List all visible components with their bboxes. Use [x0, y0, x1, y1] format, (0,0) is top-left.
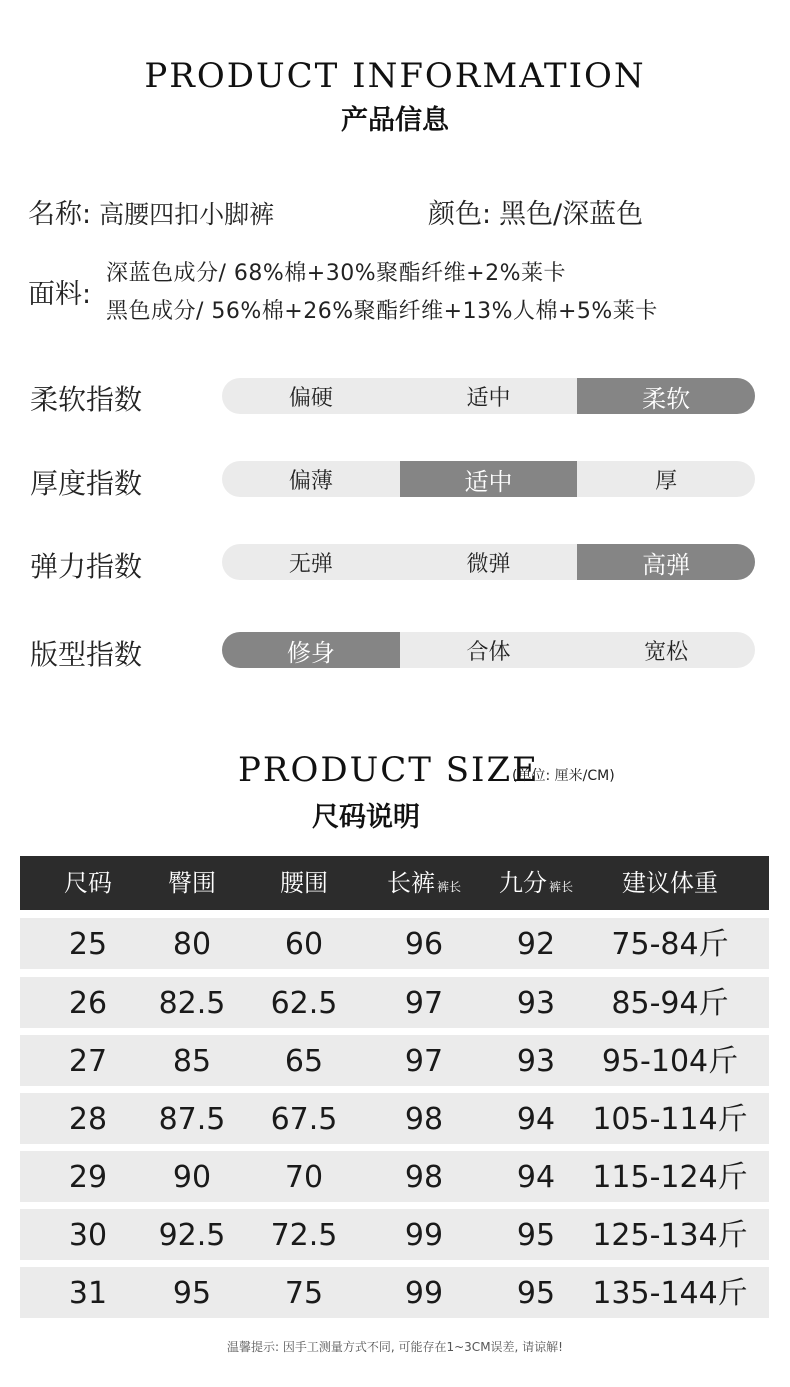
- table-row: [20, 977, 769, 1028]
- name-value: 高腰四扣小脚裤: [99, 200, 275, 229]
- cell-waist: 70: [284, 1160, 324, 1195]
- cell-waist: 60: [284, 927, 324, 962]
- cell-full-length: 97: [404, 1044, 444, 1079]
- cell-hip: 85: [172, 1044, 212, 1079]
- cell-waist: 65: [284, 1044, 324, 1079]
- product-size-title-cn: 尺码说明: [312, 802, 420, 833]
- cell-hip: 87.5: [158, 1102, 226, 1137]
- cell-waist: 62.5: [270, 986, 338, 1021]
- table-row: [20, 1035, 769, 1086]
- table-row: [20, 918, 769, 969]
- header-ankle-length: 九分 裤长: [498, 869, 573, 897]
- header-full-length: 长裤 裤长: [386, 869, 461, 897]
- cell-full-length: 99: [404, 1218, 444, 1253]
- fit-option-slim: 修身: [222, 632, 400, 668]
- cell-hip: 82.5: [158, 986, 226, 1021]
- header-waist: 腰围: [280, 869, 328, 897]
- fabric-label: 面料:: [28, 279, 92, 310]
- fit-option-loose: 宽松: [644, 639, 689, 665]
- fit-option-regular: 合体: [466, 639, 511, 665]
- thickness-option-thin: 偏薄: [288, 468, 333, 494]
- product-info-title-cn: 产品信息: [341, 105, 449, 136]
- size-table-header: [20, 856, 769, 910]
- softness-option-hard: 偏硬: [288, 385, 333, 411]
- fabric-line-navy: 深蓝色成分/ 68%棉+30%聚酯纤维+2%莱卡: [106, 261, 566, 286]
- cell-hip: 92.5: [158, 1218, 226, 1253]
- cell-hip: 80: [172, 927, 212, 962]
- elasticity-option-high: 高弹: [577, 544, 755, 580]
- measurement-note: 温馨提示: 因手工测量方式不同, 可能存在1~3CM误差, 请谅解!: [227, 1340, 563, 1354]
- thickness-index-label: 厚度指数: [30, 467, 143, 500]
- cell-ankle-length: 95: [516, 1276, 556, 1311]
- cell-weight: 125-134斤: [592, 1218, 748, 1253]
- table-row: [20, 1093, 769, 1144]
- elasticity-index-label: 弹力指数: [30, 550, 143, 583]
- fabric-line-black: 黑色成分/ 56%棉+26%聚酯纤维+13%人棉+5%莱卡: [106, 299, 658, 324]
- cell-size: 28: [68, 1102, 108, 1137]
- softness-option-soft: 柔软: [577, 378, 755, 414]
- elasticity-option-none: 无弹: [288, 551, 333, 577]
- fit-index-bar: [222, 632, 755, 668]
- cell-size: 25: [68, 927, 108, 962]
- cell-full-length: 97: [404, 986, 444, 1021]
- cell-full-length: 98: [404, 1102, 444, 1137]
- cell-full-length: 98: [404, 1160, 444, 1195]
- cell-weight: 135-144斤: [592, 1276, 748, 1311]
- cell-waist: 72.5: [270, 1218, 338, 1253]
- name-label: 名称:: [28, 199, 92, 230]
- color-value: 黑色/深蓝色: [499, 199, 644, 230]
- thickness-index-bar: [222, 461, 755, 497]
- cell-ankle-length: 94: [516, 1102, 556, 1137]
- cell-size: 26: [68, 986, 108, 1021]
- cell-ankle-length: 95: [516, 1218, 556, 1253]
- cell-size: 31: [68, 1276, 108, 1311]
- cell-waist: 67.5: [270, 1102, 338, 1137]
- table-row: [20, 1209, 769, 1260]
- cell-ankle-length: 92: [516, 927, 556, 962]
- thickness-option-thick: 厚: [655, 468, 678, 494]
- color-label: 颜色:: [428, 199, 492, 230]
- cell-waist: 75: [284, 1276, 324, 1311]
- size-unit-note: (单位: 厘米/CM): [512, 768, 615, 784]
- cell-hip: 95: [172, 1276, 212, 1311]
- softness-option-medium: 适中: [466, 385, 511, 411]
- thickness-option-medium: 适中: [400, 461, 578, 497]
- softness-index-bar: [222, 378, 755, 414]
- softness-index-label: 柔软指数: [30, 383, 143, 416]
- cell-ankle-length: 93: [516, 986, 556, 1021]
- cell-weight: 105-114斤: [592, 1102, 748, 1137]
- color-row: [428, 192, 643, 231]
- table-row: [20, 1151, 769, 1202]
- elasticity-index-bar: [222, 544, 755, 580]
- cell-full-length: 99: [404, 1276, 444, 1311]
- cell-hip: 90: [172, 1160, 212, 1195]
- elasticity-option-slight: 微弹: [466, 551, 511, 577]
- header-hip: 臀围: [168, 869, 216, 897]
- product-size-title-en: PRODUCT SIZE: [238, 750, 539, 790]
- header-weight: 建议体重: [622, 869, 718, 897]
- cell-size: 27: [68, 1044, 108, 1079]
- cell-full-length: 96: [404, 927, 444, 962]
- header-size: 尺码: [64, 869, 112, 897]
- cell-ankle-length: 94: [516, 1160, 556, 1195]
- cell-size: 29: [68, 1160, 108, 1195]
- cell-size: 30: [68, 1218, 108, 1253]
- cell-weight: 115-124斤: [592, 1160, 748, 1195]
- cell-weight: 95-104斤: [601, 1044, 739, 1079]
- name-row: [28, 192, 274, 231]
- fit-index-label: 版型指数: [30, 638, 143, 671]
- product-info-title-en: PRODUCT INFORMATION: [144, 56, 646, 96]
- cell-ankle-length: 93: [516, 1044, 556, 1079]
- table-row: [20, 1267, 769, 1318]
- cell-weight: 85-94斤: [611, 986, 729, 1021]
- cell-weight: 75-84斤: [611, 927, 729, 962]
